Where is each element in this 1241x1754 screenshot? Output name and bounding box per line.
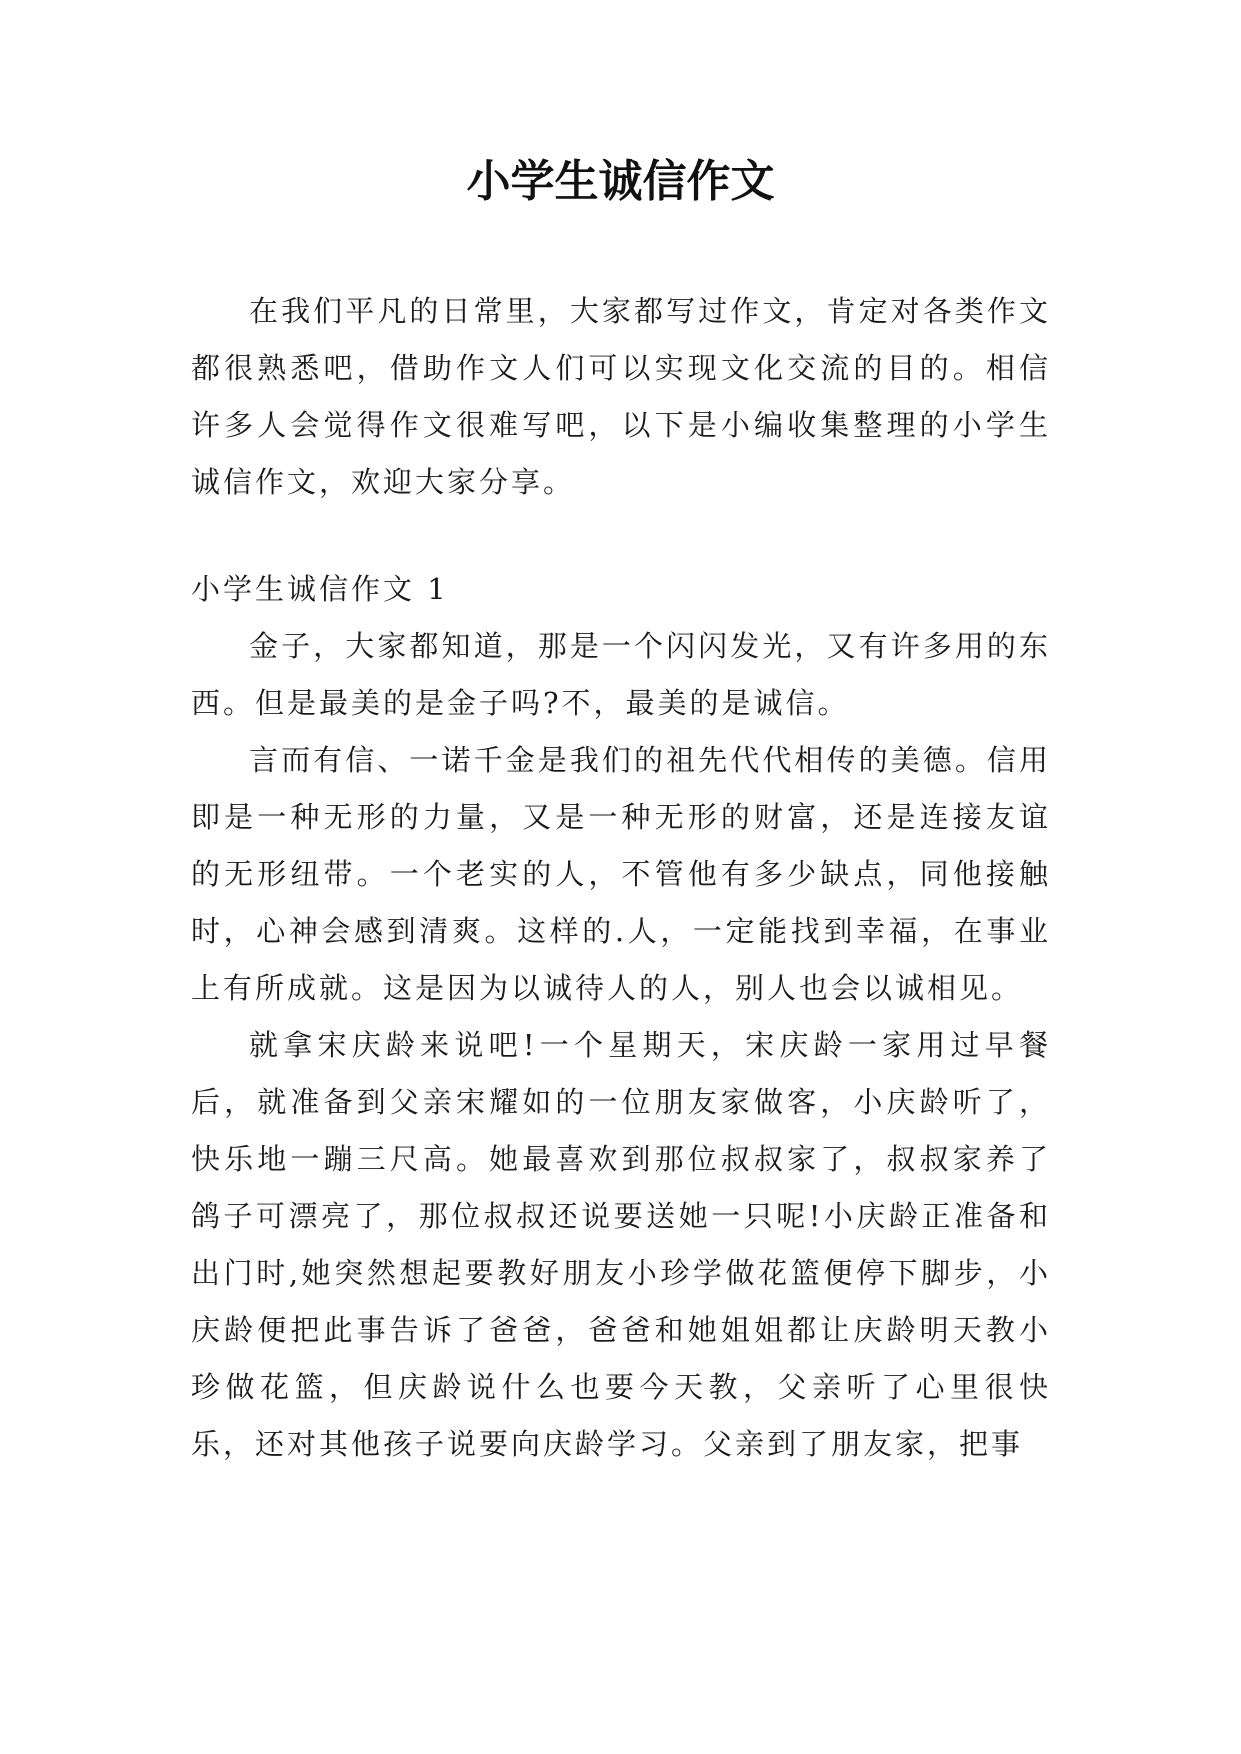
intro-paragraph: 在我们平凡的日常里，大家都写过作文，肯定对各类作文都很熟悉吧，借助作文人们可以实现文化交流的目的。相信许多人会觉得作文很难写吧，以下是小编收集整理的小学生诚信作文，欢迎大家分享。 <box>191 294 1051 499</box>
document-body <box>191 283 1051 1473</box>
body-paragraph-2: 言而有信、一诺千金是我们的祖先代代相传的美德。信用即是一种无形的力量，又是一种无形的财富，还是连接友谊的无形纽带。一个老实的人，不管他有多少缺点，同他接触时，心神会感到清爽。这样的.人，一定能找到幸福，在事业上有所成就。这是因为以诚待人的人，别人也会以诚相见。 <box>191 743 1051 1005</box>
body-paragraph-1: 金子，大家都知道，那是一个闪闪发光，又有许多用的东西。但是最美的是金子吗?不，最美的是诚信。 <box>191 629 1051 720</box>
document-title: 小学生诚信作文 <box>466 156 775 207</box>
body-paragraph-3: 就拿宋庆龄来说吧!一个星期天，宋庆龄一家用过早餐后，就准备到父亲宋耀如的一位朋友家做客，小庆龄听了，快乐地一蹦三尺高。她最喜欢到那位叔叔家了，叔叔家养了鸽子可漂亮了，那位叔叔还说要送她一只呢!小庆龄正准备和出门时,她突然想起要教好朋友小珍学做花篮便停下脚步，小庆龄便把此事告诉了爸爸，爸爸和她姐姐都让庆龄明天教小珍做花篮，但庆龄说什么也要今天教，父亲听了心里很快乐，还对其他孩子说要向庆龄学习。父亲到了朋友家，把事 <box>191 1028 1051 1461</box>
section-heading: 小学生诚信作文 1 <box>191 572 449 606</box>
